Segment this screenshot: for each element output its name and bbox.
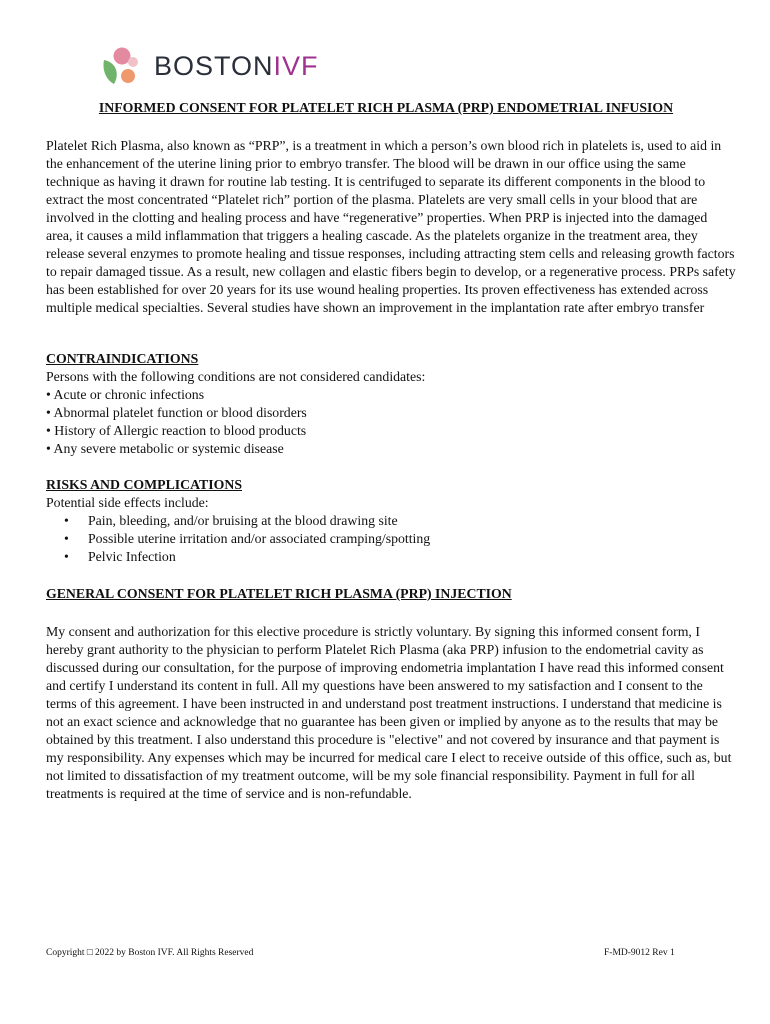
contraindications-heading: CONTRAINDICATIONS	[46, 351, 199, 366]
bullet-icon: •	[64, 531, 69, 546]
list-item: • Abnormal platelet function or blood disorders	[46, 405, 307, 420]
list-item: • History of Allergic reaction to blood products	[46, 423, 307, 438]
intro-paragraph: Platelet Rich Plasma, also known as “PRP”, is a treatment in which a person’s own blood rich in platelets is, used to aid in the enhancement of the uterine lining prior to embryo transfer. The blood will be drawn in our office using the same technique as having it drawn for routine lab testing. It is centrifuged to separate its different components in the blood to extract the most concentrated “Platelet rich” portion of the plasma. Platelets are very small cells in your blood that are involved in the clotting and healing process and have “regenerative” properties. When PRP is injected into the damaged area, it causes a mild inflammation that triggers a healing cascade. As the platelets organize in the treatment area, they release several enzymes to promote healing and tissue responses, including attracting stem cells and releasing growth factors to repair damaged tissue. As a result, new collagen and elastic fibers begin to develop, or a regenerative process. PRPs safety has been established for over 20 years for its use wound healing properties. Its proven effectiveness has extended across multiple medical specialties. Several studies have shown an improvement in the implantation rate after embryo transfer	[46, 138, 736, 315]
logo-petal-pink	[114, 48, 131, 65]
document-title: INFORMED CONSENT FOR PLATELET RICH PLASMA (PRP) ENDOMETRIAL INFUSION	[98, 100, 674, 115]
footer-form-id: F-MD-9012 Rev 1	[604, 948, 675, 958]
list-item: • Any severe metabolic or systemic disease	[46, 441, 284, 456]
logo-petal-light	[128, 57, 138, 67]
general-consent-heading: GENERAL CONSENT FOR PLATELET RICH PLASMA (PRP) INJECTION	[46, 586, 512, 601]
list-item: • Possible uterine irritation and/or associated cramping/spotting	[64, 531, 431, 546]
general-consent-paragraph: My consent and authorization for this elective procedure is strictly voluntary. By signing this informed consent form, I hereby grant authority to the physician to perform Platelet Rich Plasma (aka PRP) infusion to the endometrial cavity as discussed during our consultation, for the purpose of improving endometria implantation I have read this informed consent and certify I understand its content in full. All my questions have been answered to my satisfaction and I consent to the terms of this agreement. I have been instructed in and understand post treatment instructions. I understand that medicine is not an exact science and acknowledge that no guarantee has been given or implied by anyone as to the results that may be obtained by this treatment. I also understand this procedure is "elective" and not covered by insurance and that payment is my responsibility. Any expenses which may be incurred for medical care I elect to receive outside of this office, such as, but not limited to dissatisfaction of my treatment outcome, will be my sole financial responsibility. Payment in full for all treatments is required at the time of service and is non-refundable.	[46, 624, 732, 801]
logo-leaf-green	[103, 60, 116, 84]
contraindications-list	[46, 368, 425, 458]
list-item: • Pelvic Infection	[64, 549, 176, 564]
risks-intro: Potential side effects include:	[46, 495, 209, 510]
list-item: • Acute or chronic infections	[46, 387, 205, 402]
list-item: • Pain, bleeding, and/or bruising at the blood drawing site	[64, 513, 398, 528]
contraindications-intro: Persons with the following conditions are not considered candidates:	[46, 369, 426, 384]
logo-flower-icon	[100, 46, 144, 86]
logo-wordmark: BOSTONIVF	[154, 50, 319, 81]
boston-ivf-logo	[100, 46, 319, 86]
footer-copyright: Copyright □ 2022 by Boston IVF. All Rights Reserved	[46, 948, 254, 958]
bullet-icon: •	[64, 513, 69, 528]
risks-heading: RISKS AND COMPLICATIONS	[46, 477, 242, 492]
logo-petal-orange	[121, 69, 135, 83]
bullet-icon: •	[64, 549, 69, 564]
risks-list	[46, 494, 430, 566]
